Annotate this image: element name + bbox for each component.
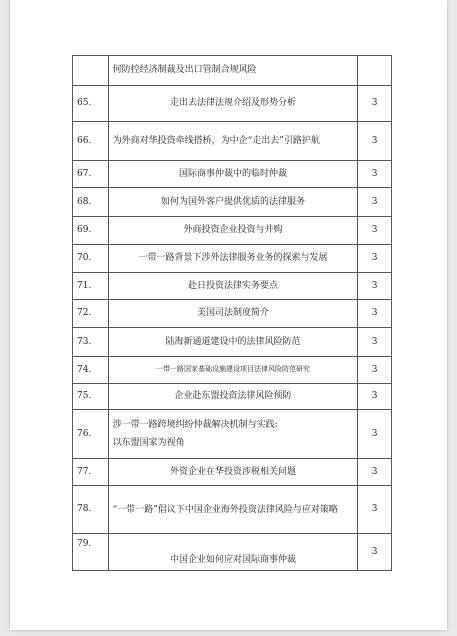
table-row <box>73 300 392 328</box>
row-credit: 3 <box>358 161 392 188</box>
row-number: 75. <box>73 384 109 410</box>
row-topic: 中国企业如何应对国际商事仲裁 <box>108 534 358 571</box>
row-topic: 外商投资企业投资与并购 <box>108 217 358 245</box>
row-credit: 3 <box>358 245 392 273</box>
table-row <box>73 86 392 122</box>
row-number: 69. <box>73 217 109 245</box>
row-topic: 走出去法律法规介绍及形势分析 <box>108 86 358 122</box>
row-topic: 为外商对华投资牵线搭桥，为中企“走出去”引路护航 <box>108 122 358 161</box>
row-credit: 3 <box>358 217 392 245</box>
row-topic: 何防控经济制裁及出口管制合规风险 <box>108 56 358 86</box>
table-row <box>73 56 392 86</box>
row-credit: 3 <box>358 357 392 384</box>
row-topic: 国际商事仲裁中的临时仲裁 <box>108 161 358 188</box>
row-credit: 3 <box>358 459 392 486</box>
row-topic: 如何为国外客户提供优质的法律服务 <box>108 188 358 217</box>
row-credit: 3 <box>358 122 392 161</box>
row-number: 68. <box>73 188 109 217</box>
table-row <box>73 273 392 300</box>
row-number: 74. <box>73 357 109 384</box>
table-row <box>73 410 392 459</box>
row-number: 76. <box>73 410 109 459</box>
row-topic: 一带一路背景下涉外法律服务业务的探索与发展 <box>108 245 358 273</box>
table-row <box>73 384 392 410</box>
row-credit: 3 <box>358 188 392 217</box>
row-topic-line-2: 以东盟国家为视角 <box>112 438 185 448</box>
row-number: 71. <box>73 273 109 300</box>
row-topic: “一带一路”倡议下中国企业海外投资法律风险与应对策略 <box>108 486 358 534</box>
table-row <box>73 357 392 384</box>
row-credit: 3 <box>358 410 392 459</box>
table-row <box>73 486 392 534</box>
row-number: 73. <box>73 328 109 357</box>
table-row <box>73 245 392 273</box>
table-row <box>73 122 392 161</box>
row-credit: 3 <box>358 486 392 534</box>
row-topic: 外资企业在华投资涉税相关问题 <box>108 459 358 486</box>
row-topic <box>108 410 358 459</box>
row-credit <box>358 56 392 86</box>
course-table <box>72 55 392 571</box>
row-number: 70. <box>73 245 109 273</box>
table-row <box>73 328 392 357</box>
table-row <box>73 161 392 188</box>
table-row <box>73 188 392 217</box>
row-topic: 陆海新通道建设中的法律风险防范 <box>108 328 358 357</box>
row-credit: 3 <box>358 300 392 328</box>
row-number: 72. <box>73 300 109 328</box>
row-credit: 3 <box>358 86 392 122</box>
row-topic: 企业赴东盟投资法律风险预防 <box>108 384 358 410</box>
row-number <box>73 56 109 86</box>
row-number: 67. <box>73 161 109 188</box>
table-row <box>73 534 392 571</box>
row-topic-line-1: 涉一带一路跨境纠纷仲裁解决机制与实践: <box>112 419 278 430</box>
row-credit: 3 <box>358 328 392 357</box>
row-number: 78. <box>73 486 109 534</box>
row-topic: 美国司法制度简介 <box>108 300 358 328</box>
row-credit: 3 <box>358 273 392 300</box>
row-topic: 一带一路国家基础设施建设项目法律风险防范研究 <box>108 357 358 384</box>
row-credit: 3 <box>358 384 392 410</box>
row-number: 79. <box>73 534 109 571</box>
document-page <box>10 0 447 630</box>
table-row <box>73 217 392 245</box>
row-topic: 赴日投资法律实务要点 <box>108 273 358 300</box>
table-row <box>73 459 392 486</box>
row-credit: 3 <box>358 534 392 571</box>
row-number: 66. <box>73 122 109 161</box>
row-number: 77. <box>73 459 109 486</box>
row-number: 65. <box>73 86 109 122</box>
